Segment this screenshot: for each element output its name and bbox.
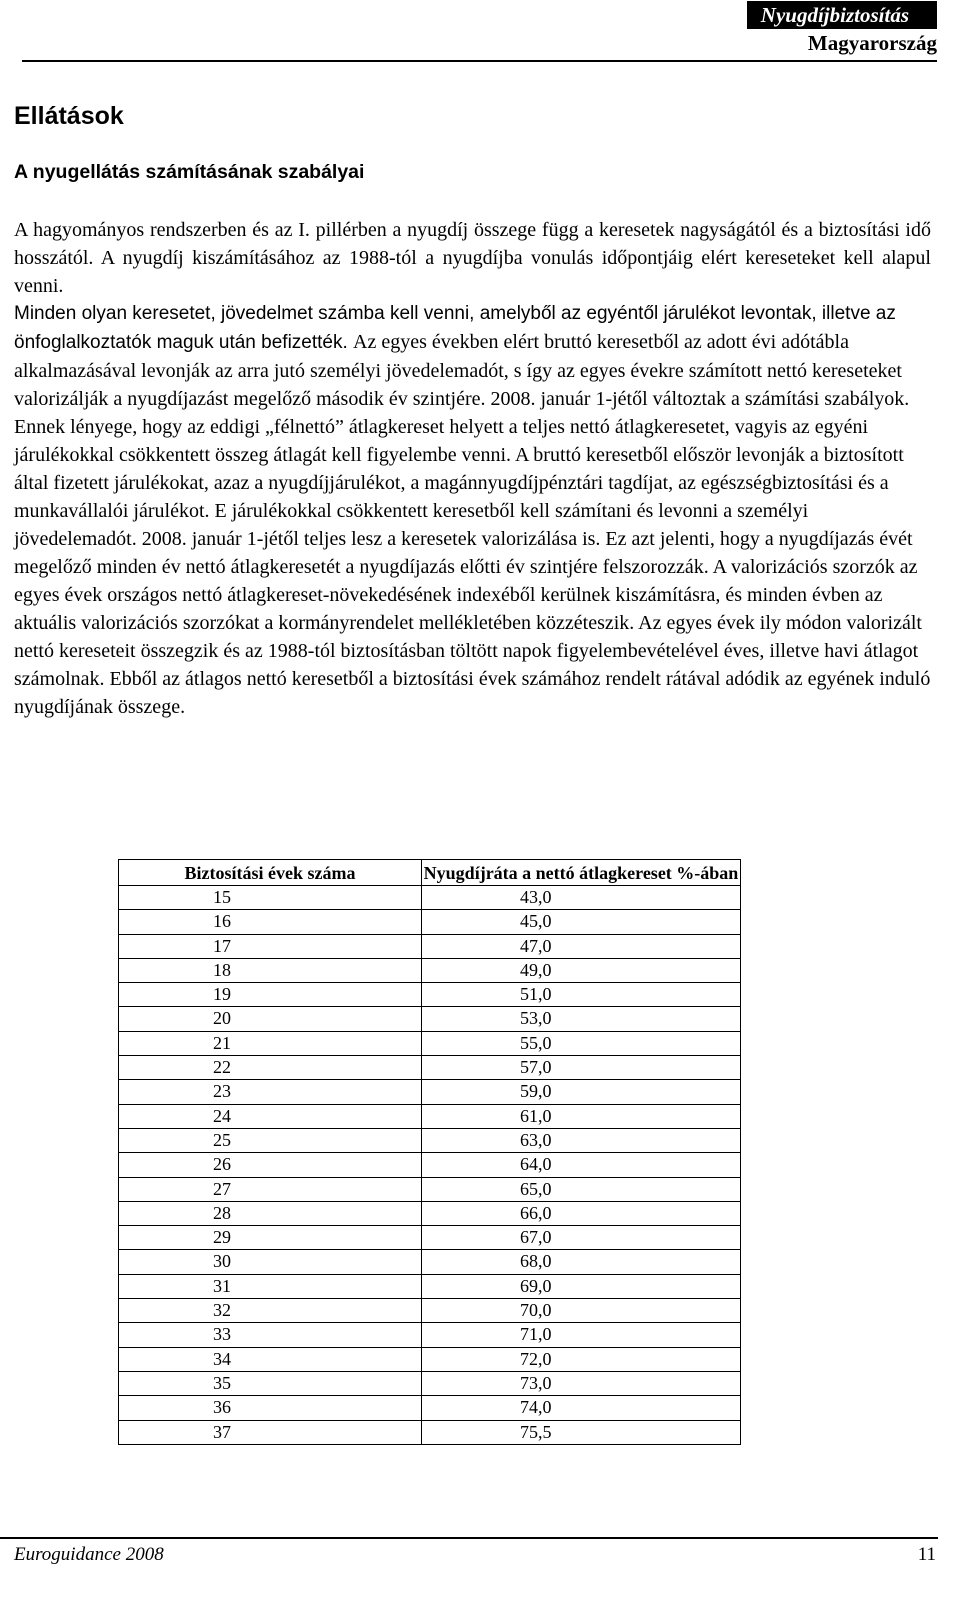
- page-title: Ellátások: [14, 102, 124, 130]
- cell-rate: 55,0: [422, 1031, 741, 1055]
- cell-rate: 49,0: [422, 958, 741, 982]
- cell-years: 33: [119, 1323, 422, 1347]
- cell-rate: 45,0: [422, 910, 741, 934]
- header-divider: [22, 60, 937, 62]
- table-row: [119, 1250, 741, 1274]
- table-row: [119, 1104, 741, 1128]
- table-row: [119, 886, 741, 910]
- cell-rate: 47,0: [422, 934, 741, 958]
- table-body: [119, 886, 741, 1445]
- footer-publisher: Euroguidance 2008: [14, 1544, 164, 1565]
- table-row: [119, 1177, 741, 1201]
- cell-rate: 74,0: [422, 1396, 741, 1420]
- paragraph-calculation: Az egyes években elért bruttó keresetből az adott évi adótábla alkalmazásával levonják az arra jutó személyi jövedelemadót, s így az egyes évekre számított nettó kereseteket valorizálják a nyugdíjazást megelőző második év szintjére. 2008. január 1-jétől változtak a számítási szabályok. Ennek lényege, hogy az eddigi „félnettó” átlagkereset helyett a teljes nettó átlagkeresetet, vagyis az egyéni járulékokkal csökkentett összeg átlagát kell figyelembe venni. A bruttó keresetből először levonják a biztosított által fizetett járulékokat, azaz a nyugdíjjárulékot, a magánnyugdíjpénztári tagdíjat, az egészségbiztosítási és a munkavállalói járulékot. E járulékokkal csökkentett keresetből kell számítani és levonni a személyi jövedelemadót. 2008. január 1-jétől teljes lesz a keresetek valorizálása is. Ez azt jelenti, hogy a nyugdíjazás évét megelőző minden év nettó átlagkeresetét a nyugdíjazás előtti év szintjére felszorozzák. A valorizációs szorzók az egyes évek országos nettó átlagkereset-növekedésének indexéből kerülnek kiszámításra, és minden évben az aktuális valorizációs szorzókat a kormányrendelet mellékletében közzéteszik. Az egyes évek ily módon valorizált nettó kereseteit összegzik és az 1988-tól biztosításban töltött napok figyelembevételével éves, illetve havi átlagot számolnak. Ebből az átlagos nettó keresetből a biztosítási évek számához rendelt rátával adódik az egyének induló nyugdíjának összege.: [14, 331, 931, 718]
- table-row: [119, 983, 741, 1007]
- cell-years: 28: [119, 1201, 422, 1225]
- cell-years: 21: [119, 1031, 422, 1055]
- table-row: [119, 1056, 741, 1080]
- cell-years: 26: [119, 1153, 422, 1177]
- column-header-rate: Nyugdíjráta a nettó átlagkereset %-ában: [422, 860, 741, 886]
- cell-years: 23: [119, 1080, 422, 1104]
- cell-years: 35: [119, 1371, 422, 1395]
- cell-rate: 66,0: [422, 1201, 741, 1225]
- table-row: [119, 1128, 741, 1152]
- table-row: [119, 1031, 741, 1055]
- cell-rate: 57,0: [422, 1056, 741, 1080]
- cell-rate: 65,0: [422, 1177, 741, 1201]
- footer-divider: [0, 1537, 938, 1539]
- cell-years: 30: [119, 1250, 422, 1274]
- table-row: [119, 958, 741, 982]
- table-row: [119, 1274, 741, 1298]
- cell-rate: 63,0: [422, 1128, 741, 1152]
- cell-rate: 70,0: [422, 1299, 741, 1323]
- header-country: Magyarország: [807, 31, 937, 55]
- cell-years: 34: [119, 1347, 422, 1371]
- cell-rate: 72,0: [422, 1347, 741, 1371]
- cell-years: 22: [119, 1056, 422, 1080]
- cell-years: 18: [119, 958, 422, 982]
- table-header-row: [119, 860, 741, 886]
- table-row: [119, 1153, 741, 1177]
- table-row: [119, 1226, 741, 1250]
- cell-rate: 61,0: [422, 1104, 741, 1128]
- table-row: [119, 1299, 741, 1323]
- cell-years: 15: [119, 886, 422, 910]
- cell-years: 27: [119, 1177, 422, 1201]
- cell-rate: 59,0: [422, 1080, 741, 1104]
- table-row: [119, 1371, 741, 1395]
- cell-rate: 69,0: [422, 1274, 741, 1298]
- paragraph-intro: A hagyományos rendszerben és az I. pillérben a nyugdíj összege függ a keresetek nagyságától és a biztosítási idő hosszától. A nyugdíj kiszámításához az 1988-tól a nyugdíjba vonulás időpontjáig elért kereseteket kell alapul venni.: [14, 219, 931, 297]
- cell-years: 29: [119, 1226, 422, 1250]
- paragraph-earnings: Minden olyan keresetet, jövedelmet számba kell venni, amelyből az egyéntől járulékot levontak, illetve az önfoglalkoztatók maguk után befizették.: [14, 303, 896, 353]
- cell-rate: 53,0: [422, 1007, 741, 1031]
- pension-rate-table: [118, 859, 741, 1445]
- table-row: [119, 1396, 741, 1420]
- cell-rate: 75,5: [422, 1420, 741, 1444]
- cell-years: 36: [119, 1396, 422, 1420]
- table-row: [119, 1080, 741, 1104]
- cell-years: 37: [119, 1420, 422, 1444]
- cell-years: 24: [119, 1104, 422, 1128]
- table-row: [119, 910, 741, 934]
- cell-years: 25: [119, 1128, 422, 1152]
- table-row: [119, 1323, 741, 1347]
- header-series-title: Nyugdíjbiztosítás: [747, 1, 937, 29]
- section-subtitle: A nyugellátás számításának szabályai: [14, 161, 365, 183]
- page-number: 11: [917, 1544, 936, 1565]
- cell-years: 19: [119, 983, 422, 1007]
- cell-rate: 73,0: [422, 1371, 741, 1395]
- cell-years: 31: [119, 1274, 422, 1298]
- cell-rate: 71,0: [422, 1323, 741, 1347]
- cell-years: 16: [119, 910, 422, 934]
- cell-rate: 64,0: [422, 1153, 741, 1177]
- table-row: [119, 1201, 741, 1225]
- table-row: [119, 1420, 741, 1444]
- cell-rate: 43,0: [422, 886, 741, 910]
- cell-rate: 68,0: [422, 1250, 741, 1274]
- column-header-years: Biztosítási évek száma: [119, 860, 422, 886]
- table-row: [119, 1347, 741, 1371]
- cell-years: 17: [119, 934, 422, 958]
- table-row: [119, 934, 741, 958]
- cell-rate: 67,0: [422, 1226, 741, 1250]
- cell-years: 20: [119, 1007, 422, 1031]
- cell-years: 32: [119, 1299, 422, 1323]
- table-row: [119, 1007, 741, 1031]
- cell-rate: 51,0: [422, 983, 741, 1007]
- body-text: [14, 216, 931, 721]
